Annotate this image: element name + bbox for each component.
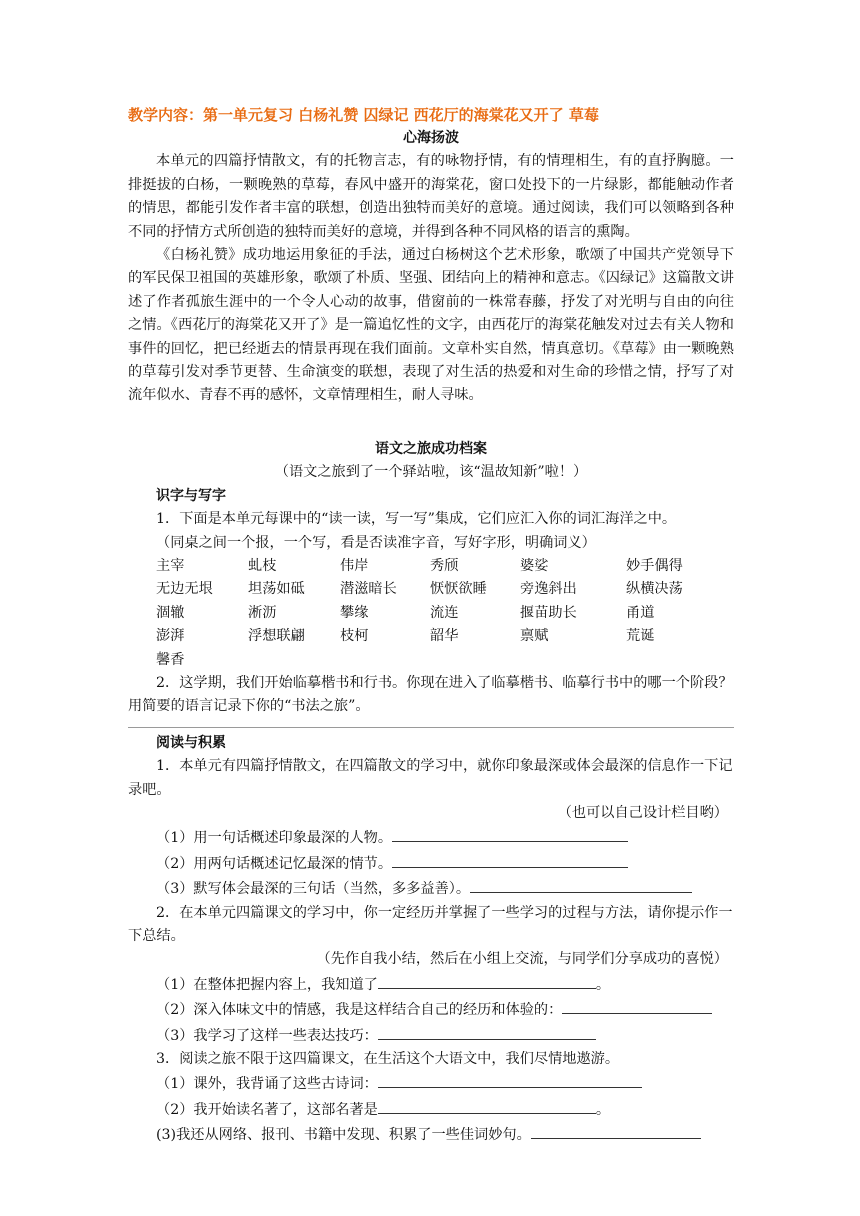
vocabulary-grid xyxy=(128,555,734,672)
writing-heading: 识字与写字 xyxy=(156,487,226,504)
vocab-word: 潜滋暗长 xyxy=(340,581,397,598)
writing-question-1: 1．下面是本单元每课中的“读一读，写一写”集成，它们应汇入你的词汇海洋之中。 xyxy=(156,511,677,528)
vocab-word: 秀颀 xyxy=(430,557,459,574)
answer-blank[interactable] xyxy=(531,1122,701,1139)
vocab-word: 枝柯 xyxy=(340,628,369,645)
reading-question-1-note: （也可以自己设计栏目哟） xyxy=(557,804,728,821)
vocab-word: 韶华 xyxy=(430,628,459,645)
vocab-word: 甬道 xyxy=(626,604,655,621)
answer-blank[interactable] xyxy=(378,1023,596,1040)
vocab-word: 禀赋 xyxy=(520,628,549,645)
vocab-word: 恹恹欲睡 xyxy=(430,581,487,598)
writing-question-1-note: （同桌之间一个报，一个写，看是否读准字音，写好字形，明确词义） xyxy=(156,534,596,551)
reading-q3-item-1: （1）课外，我背诵了这些古诗词： xyxy=(128,1071,734,1096)
vocab-word: 澎湃 xyxy=(156,628,185,645)
reading-q1-item-1: （1）用一句话概述印象最深的人物。 xyxy=(128,825,734,850)
vocab-word: 伟岸 xyxy=(340,557,369,574)
reading-question-2-note: （先作自我小结，然后在小组上交流，与同学们分享成功的喜悦） xyxy=(316,951,728,968)
vocab-word: 攀缘 xyxy=(340,604,369,621)
vocab-word: 揠苗助长 xyxy=(520,604,577,621)
reading-q2-item-2: （2）深入体味文中的情感，我是这样结合自己的经历和体验的： xyxy=(128,997,734,1022)
answer-blank[interactable] xyxy=(378,1097,596,1114)
answer-blank[interactable] xyxy=(378,1071,642,1088)
answer-blank[interactable] xyxy=(392,825,628,842)
vocab-word: 流连 xyxy=(430,604,459,621)
vocab-word: 旁逸斜出 xyxy=(520,581,577,598)
section-heading-xinhai: 心海扬波 xyxy=(403,130,459,146)
answer-blank[interactable] xyxy=(378,972,596,989)
vocab-word: 妙手偶得 xyxy=(626,557,683,574)
vocab-word: 虬枝 xyxy=(248,557,277,574)
vocab-word: 纵横决荡 xyxy=(626,581,683,598)
answer-line-calligraphy[interactable] xyxy=(128,727,734,728)
reading-question-2: 2．在本单元四篇课文的学习中，你一定经历并掌握了一些学习的过程与方法，请你提示作一下总结。 xyxy=(128,904,733,944)
vocab-word: 浮想联翩 xyxy=(248,628,305,645)
vocab-word: 主宰 xyxy=(156,557,185,574)
answer-blank[interactable] xyxy=(470,876,692,893)
vocab-word: 坦荡如砥 xyxy=(248,581,305,598)
intro-paragraph-1: 本单元的四篇抒情散文，有的托物言志，有的咏物抒情，有的情理相生，有的直抒胸臆。一排挺拔的白杨，一颗晚熟的草莓，春风中盛开的海棠花，窗口处投下的一片绿影，都能触动作者的情思，都能引发作者丰富的联想，创造出独特而美好的意境。通过阅读，我们可以领略到各种不同的抒情方式所创造的独特而美好的意境，并得到各种不同风格的语言的熏陶。 xyxy=(128,153,734,240)
archive-title: 语文之旅成功档案 xyxy=(375,440,487,457)
vocab-word: 淅沥 xyxy=(248,604,277,621)
reading-heading: 阅读与积累 xyxy=(156,734,226,751)
document-content xyxy=(128,104,734,1148)
reading-q3-item-2: （2）我开始读名著了，这部名著是 。 xyxy=(128,1097,734,1122)
writing-question-2: 2．这学期，我们开始临摹楷书和行书。你现在进入了临摹楷书、临摹行书中的哪一个阶段？用简要的语言记录下你的“书法之旅”。 xyxy=(128,674,733,715)
reading-question-1: 1．本单元有四篇抒情散文，在四篇散文的学习中，就你印象最深或体会最深的信息作一下记录吧。 xyxy=(128,758,733,798)
reading-q2-item-1: （1）在整体把握内容上，我知道了 。 xyxy=(128,972,734,997)
answer-blank[interactable] xyxy=(392,851,628,868)
reading-q1-item-2: （2）用两句话概述记忆最深的情节。 xyxy=(128,851,734,876)
vocab-word: 荒诞 xyxy=(626,628,655,645)
reading-q3-item-3: (3)我还从网络、报刊、书籍中发现、积累了一些佳词妙句。 xyxy=(128,1122,734,1147)
vocab-word: 涸辙 xyxy=(156,604,185,621)
archive-subtitle: （语文之旅到了一个驿站啦，该“温故知新”啦！） xyxy=(274,464,588,481)
reading-q2-item-3: （3）我学习了这样一些表达技巧： xyxy=(128,1023,734,1048)
vocab-word: 无边无垠 xyxy=(156,581,213,598)
lesson-title: 教学内容：第一单元复习 白杨礼赞 囚绿记 西花厅的海棠花又开了 草莓 xyxy=(128,106,599,124)
intro-paragraph-2: 《白杨礼赞》成功地运用象征的手法，通过白杨树这个艺术形象，歌颂了中国共产党领导下的军民保卫祖国的英雄形象，歌颂了朴质、坚强、团结向上的精神和意志。《囚绿记》这篇散文讲述了作者孤旅生涯中的一个令人心动的故事，借窗前的一株常春藤，抒发了对光明与自由的向往之情。《西花厅的海棠花又开了》是一篇追忆性的文字，由西花厅的海棠花触发对过去有关人物和事件的回忆，把已经逝去的情景再现在我们面前。文章朴实自然，情真意切。《草莓》由一颗晚熟的草莓引发对季节更替、生命演变的联想，表现了对生活的热爱和对生命的珍惜之情，抒写了对流年似水、青春不再的感怀，文章情理相生，耐人寻味。 xyxy=(128,247,734,404)
reading-q1-item-3: （3）默写体会最深的三句话（当然，多多益善）。 xyxy=(128,876,734,901)
reading-question-3: 3．阅读之旅不限于这四篇课文，在生活这个大语文中，我们尽情地遨游。 xyxy=(156,1051,620,1068)
vocab-word: 婆娑 xyxy=(520,557,549,574)
vocab-word: 馨香 xyxy=(156,651,185,668)
answer-blank[interactable] xyxy=(562,997,712,1014)
